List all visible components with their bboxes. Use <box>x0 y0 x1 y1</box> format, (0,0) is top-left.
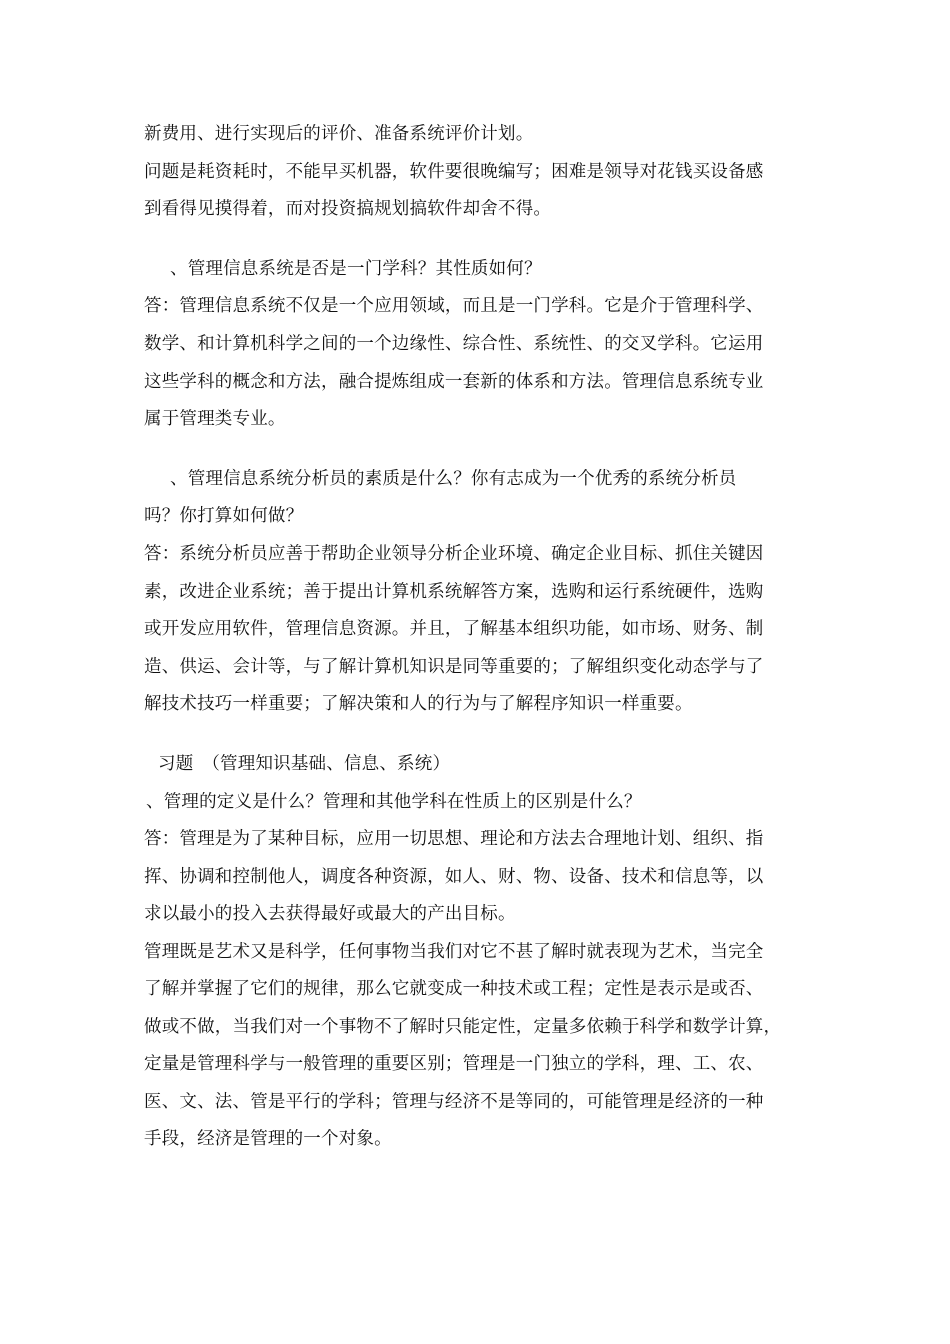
text-line: 定量是管理科学与一般管理的重要区别；管理是一门独立的学科，理、工、农、 <box>144 1054 764 1074</box>
text-line: 吗？你打算如何做？ <box>144 506 304 526</box>
text-line: 手段，经济是管理的一个对象。 <box>144 1129 392 1149</box>
text-line: 解技术技巧一样重要；了解决策和人的行为与了解程序知识一样重要。 <box>144 694 693 714</box>
text-line: 答：管理信息系统不仅是一个应用领域，而且是一门学科。它是介于管理科学、 <box>144 296 764 316</box>
text-line: 到看得见摸得着，而对投资搞规划搞软件却舍不得。 <box>144 199 552 219</box>
question-heading: 、管理的定义是什么？管理和其他学科在性质上的区别是什么？ <box>146 792 642 812</box>
question-heading: 、管理信息系统分析员的素质是什么？你有志成为一个优秀的系统分析员 <box>170 469 737 489</box>
text-line: 数学、和计算机科学之间的一个边缘性、综合性、系统性、的交叉学科。它运用 <box>144 334 764 354</box>
text-line: 新费用、进行实现后的评价、准备系统评价计划。 <box>144 124 534 144</box>
text-line: 造、供运、会计等，与了解计算机知识是同等重要的；了解组织变化动态学与了 <box>144 657 764 677</box>
text-line: 属于管理类专业。 <box>144 409 286 429</box>
text-line: 医、文、法、管是平行的学科；管理与经济不是等同的，可能管理是经济的一种 <box>144 1092 764 1112</box>
text-line: 素，改进企业系统；善于提出计算机系统解答方案，选购和运行系统硬件，选购 <box>144 582 764 602</box>
text-line: 答：系统分析员应善于帮助企业领导分析企业环境、确定企业目标、抓住关键因 <box>144 544 764 564</box>
text-line: 挥、协调和控制他人，调度各种资源，如人、财、物、设备、技术和信息等，以 <box>144 867 764 887</box>
text-line: 问题是耗资耗时，不能早买机器，软件要很晚编写；困难是领导对花钱买设备感 <box>144 162 764 182</box>
text-line: 管理既是艺术又是科学，任何事物当我们对它不甚了解时就表现为艺术，当完全 <box>144 942 764 962</box>
text-line: 了解并掌握了它们的规律，那么它就变成一种技术或工程；定性是表示是或否、 <box>144 979 764 999</box>
section-heading: 习题 （管理知识基础、信息、系统） <box>158 754 451 774</box>
text-line: 求以最小的投入去获得最好或最大的产出目标。 <box>144 904 516 924</box>
text-line: 做或不做，当我们对一个事物不了解时只能定性，定量多依赖于科学和数学计算， <box>144 1017 782 1037</box>
text-line: 这些学科的概念和方法，融合提炼组成一套新的体系和方法。管理信息系统专业 <box>144 372 764 392</box>
text-line: 答：管理是为了某种目标，应用一切思想、理论和方法去合理地计划、组织、指 <box>144 829 764 849</box>
text-line: 或开发应用软件，管理信息资源。并且，了解基本组织功能，如市场、财务、制 <box>144 619 764 639</box>
question-heading: 、管理信息系统是否是一门学科？其性质如何？ <box>170 259 542 279</box>
